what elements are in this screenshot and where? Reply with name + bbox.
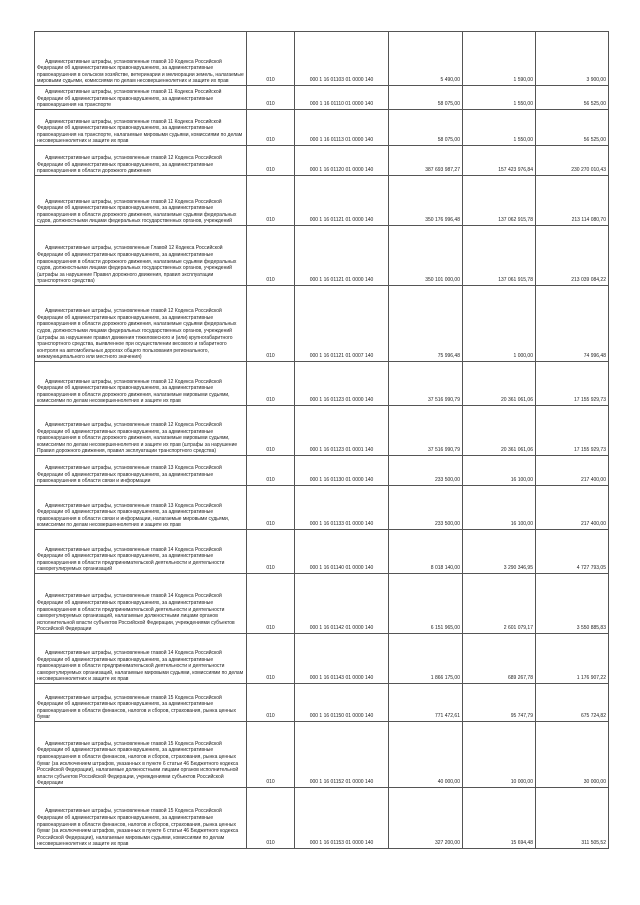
row-name-cell: Административные штрафы, установленные главой 12 Кодекса Российской Федерации об административных правонарушениях, за административные правонарушения в области дорожного движения, налагаемые мировыми судьями, комиссиями по делам несовершеннолетних и защите их прав: [35, 362, 247, 406]
row-kbk-cell: 000 1 16 01120 01 0000 140: [295, 146, 389, 176]
row-name-cell: Административные штрафы, установленные главой 12 Кодекса Российской Федерации об административных правонарушениях, за административные правонарушения в области дорожного движения: [35, 146, 247, 176]
row-kbk-cell: 000 1 16 01110 01 0000 140: [295, 86, 389, 110]
row-code-cell: 010: [247, 226, 295, 286]
row-unexecuted-cell: 230 270 010,43: [536, 146, 609, 176]
row-executed-cell: 3 290 346,95: [463, 530, 536, 574]
row-name-cell: Административные штрафы, установленные главой 11 Кодекса Российской Федерации об административных правонарушениях, за административные правонарушения на транспорте: [35, 86, 247, 110]
row-code-cell: 010: [247, 110, 295, 146]
row-code-cell: 010: [247, 634, 295, 684]
row-name-cell: Административные штрафы, установленные Главой 12 Кодекса Российской Федерации об административных правонарушениях, за административные правонарушения в области дорожного движения, налагаемые судьями федеральных судов, должностными лицами федеральных государственных органов, учреждений (штрафы за нарушение Правил дорожного движения, правил эксплуатации транспортного средства): [35, 226, 247, 286]
row-approved-cell: 40 000,00: [389, 722, 463, 788]
row-code-cell: 010: [247, 406, 295, 456]
row-kbk-cell: 000 1 16 01113 01 0000 140: [295, 110, 389, 146]
row-executed-cell: 95 747,79: [463, 684, 536, 722]
row-kbk-cell: 000 1 16 01150 01 0000 140: [295, 684, 389, 722]
row-code-cell: 010: [247, 530, 295, 574]
table-row: [35, 32, 609, 86]
row-unexecuted-cell: 1 176 907,22: [536, 634, 609, 684]
row-code-cell: 010: [247, 362, 295, 406]
row-kbk-cell: 000 1 16 01133 01 0000 140: [295, 486, 389, 530]
row-code-cell: 010: [247, 788, 295, 849]
row-kbk-cell: 000 1 16 01121 01 0000 140: [295, 176, 389, 226]
row-approved-cell: 58 075,00: [389, 110, 463, 146]
row-executed-cell: 2 601 079,17: [463, 574, 536, 634]
row-code-cell: 010: [247, 722, 295, 788]
row-name-cell: Административные штрафы, установленные главой 15 Кодекса Российской Федерации об административных правонарушениях, за административные правонарушения в области финансов, налогов и сборов, страхования, рынка ценных бумаг (за исключением штрафов, указанных в пункте 6 статьи 46 Бюджетного кодекса Российской Федерации), налагаемые мировыми судьями, комиссиями по делам несовершеннолетних и защите их прав: [35, 788, 247, 849]
row-kbk-cell: 000 1 16 01121 01 0007 140: [295, 286, 389, 362]
row-unexecuted-cell: 311 505,52: [536, 788, 609, 849]
row-approved-cell: 350 101 000,00: [389, 226, 463, 286]
row-executed-cell: 16 100,00: [463, 486, 536, 530]
row-kbk-cell: 000 1 16 01121 01 0000 140: [295, 226, 389, 286]
row-name-cell: Административные штрафы, установленные главой 13 Кодекса Российской Федерации об административных правонарушениях, за административные правонарушения в области связи и информации, налагаемые мировыми судьями, комиссиями по делам несовершеннолетних и защите их прав: [35, 486, 247, 530]
row-approved-cell: 75 996,48: [389, 286, 463, 362]
row-name-cell: Административные штрафы, установленные главой 15 Кодекса Российской Федерации об административных правонарушениях, за административные правонарушения в области финансов, налогов и сборов, страхования, рынка ценных бумаг: [35, 684, 247, 722]
row-unexecuted-cell: 74 996,48: [536, 286, 609, 362]
row-unexecuted-cell: 217 400,00: [536, 486, 609, 530]
row-name-cell: Административные штрафы, установленные главой 12 Кодекса Российской Федерации об административных правонарушениях, за административные правонарушения в области дорожного движения, налагаемые судьями федеральных судов, должностными лицами федеральных государственных органов, учреждений (штрафы за нарушение правил движения тяжеловесного и (или) крупногабаритного транспортного средства, выявленное при осуществлении весового и габаритного контроля на автомобильных дорогах общего пользования регионального, межмуниципального или местного значения): [35, 286, 247, 362]
table-row: [35, 530, 609, 574]
row-approved-cell: 233 500,00: [389, 486, 463, 530]
row-executed-cell: 1 550,00: [463, 110, 536, 146]
row-name-cell: Административные штрафы, установленные главой 11 Кодекса Российской Федерации об административных правонарушениях, за административные правонарушения на транспорте, налагаемые мировыми судьями, комиссиями по делам несовершеннолетних и защите их прав: [35, 110, 247, 146]
row-executed-cell: 20 361 061,06: [463, 406, 536, 456]
row-name-cell: Административные штрафы, установленные главой 10 Кодекса Российской Федерации об административных правонарушениях, за административные правонарушения в сельском хозяйстве, ветеринарии и мелиорации земель, налагаемые мировыми судьями, комиссиями по делам несовершеннолетних и защите их прав: [35, 32, 247, 86]
budget-table-page: [34, 31, 608, 849]
row-kbk-cell: 000 1 16 01130 01 0000 140: [295, 456, 389, 486]
revenue-table: [34, 31, 609, 849]
row-executed-cell: 1 550,00: [463, 86, 536, 110]
row-executed-cell: 157 423 976,84: [463, 146, 536, 176]
row-kbk-cell: 000 1 16 01123 01 0001 140: [295, 406, 389, 456]
row-name-cell: Административные штрафы, установленные главой 12 Кодекса Российской Федерации об административных правонарушениях, за административные правонарушения в области дорожного движения, налагаемые мировыми судьями, комиссиями по делам несовершеннолетних и защите их прав (штрафы за нарушение Правил дорожного движения, правил эксплуатации транспортного средства): [35, 406, 247, 456]
row-kbk-cell: 000 1 16 01123 01 0000 140: [295, 362, 389, 406]
table-row: [35, 486, 609, 530]
table-row: [35, 574, 609, 634]
row-executed-cell: 137 061 915,78: [463, 226, 536, 286]
row-code-cell: 010: [247, 486, 295, 530]
row-code-cell: 010: [247, 456, 295, 486]
revenue-table-body: [35, 32, 609, 849]
row-approved-cell: 771 472,61: [389, 684, 463, 722]
row-code-cell: 010: [247, 176, 295, 226]
row-approved-cell: 58 075,00: [389, 86, 463, 110]
row-unexecuted-cell: 56 525,00: [536, 110, 609, 146]
table-row: [35, 146, 609, 176]
row-name-cell: Административные штрафы, установленные главой 13 Кодекса Российской Федерации об административных правонарушениях, за административные правонарушения в области связи и информации: [35, 456, 247, 486]
row-code-cell: 010: [247, 86, 295, 110]
row-approved-cell: 8 018 140,00: [389, 530, 463, 574]
table-row: [35, 362, 609, 406]
row-approved-cell: 233 500,00: [389, 456, 463, 486]
row-approved-cell: 1 866 175,00: [389, 634, 463, 684]
row-unexecuted-cell: 213 114 080,70: [536, 176, 609, 226]
row-unexecuted-cell: 30 000,00: [536, 722, 609, 788]
row-executed-cell: 20 361 061,06: [463, 362, 536, 406]
row-approved-cell: 37 516 990,79: [389, 406, 463, 456]
row-unexecuted-cell: 213 039 084,22: [536, 226, 609, 286]
row-approved-cell: 5 490,00: [389, 32, 463, 86]
row-kbk-cell: 000 1 16 01140 01 0000 140: [295, 530, 389, 574]
row-approved-cell: 6 151 965,00: [389, 574, 463, 634]
row-unexecuted-cell: 3 550 885,83: [536, 574, 609, 634]
row-code-cell: 010: [247, 32, 295, 86]
row-executed-cell: 16 100,00: [463, 456, 536, 486]
row-approved-cell: 387 693 987,27: [389, 146, 463, 176]
row-unexecuted-cell: 217 400,00: [536, 456, 609, 486]
row-unexecuted-cell: 675 724,82: [536, 684, 609, 722]
table-row: [35, 110, 609, 146]
row-name-cell: Административные штрафы, установленные главой 12 Кодекса Российской Федерации об административных правонарушениях, за административные правонарушения в области дорожного движения, налагаемые судьями федеральных судов, должностными лицами федеральных государственных органов, учреждений: [35, 176, 247, 226]
row-executed-cell: 10 000,00: [463, 722, 536, 788]
row-kbk-cell: 000 1 16 01152 01 0000 140: [295, 722, 389, 788]
table-row: [35, 286, 609, 362]
row-executed-cell: 137 062 915,78: [463, 176, 536, 226]
row-kbk-cell: 000 1 16 01153 01 0000 140: [295, 788, 389, 849]
row-approved-cell: 37 516 990,79: [389, 362, 463, 406]
row-executed-cell: 1 000,00: [463, 286, 536, 362]
table-row: [35, 176, 609, 226]
table-row: [35, 226, 609, 286]
table-row: [35, 86, 609, 110]
row-code-cell: 010: [247, 146, 295, 176]
row-executed-cell: 689 267,78: [463, 634, 536, 684]
row-unexecuted-cell: 17 155 929,73: [536, 362, 609, 406]
table-row: [35, 406, 609, 456]
row-approved-cell: 350 176 996,48: [389, 176, 463, 226]
row-kbk-cell: 000 1 16 01143 01 0000 140: [295, 634, 389, 684]
table-row: [35, 684, 609, 722]
row-executed-cell: 1 590,00: [463, 32, 536, 86]
table-row: [35, 634, 609, 684]
row-unexecuted-cell: 4 727 793,05: [536, 530, 609, 574]
row-kbk-cell: 000 1 16 01103 01 0000 140: [295, 32, 389, 86]
row-code-cell: 010: [247, 574, 295, 634]
row-name-cell: Административные штрафы, установленные главой 14 Кодекса Российской Федерации об административных правонарушениях, за административные правонарушения в области предпринимательской деятельности и деятельности саморегулируемых организаций: [35, 530, 247, 574]
row-code-cell: 010: [247, 684, 295, 722]
table-row: [35, 722, 609, 788]
row-name-cell: Административные штрафы, установленные главой 14 Кодекса Российской Федерации об административных правонарушениях, за административные правонарушения в области предпринимательской деятельности и деятельности саморегулируемых организаций, налагаемые должностными лицами органов исполнительной власти субъектов Российской Федерации, учреждениями субъектов Российской Федерации: [35, 574, 247, 634]
row-unexecuted-cell: 17 155 929,73: [536, 406, 609, 456]
row-kbk-cell: 000 1 16 01142 01 0000 140: [295, 574, 389, 634]
row-approved-cell: 327 200,00: [389, 788, 463, 849]
row-unexecuted-cell: 3 900,00: [536, 32, 609, 86]
row-name-cell: Административные штрафы, установленные главой 15 Кодекса Российской Федерации об административных правонарушениях, за административные правонарушения в области финансов, налогов и сборов, страхования, рынка ценных бумаг (за исключением штрафов, указанных в пункте 6 статьи 46 Бюджетного кодекса Российской Федерации), налагаемые должностными лицами органов исполнительной власти субъектов Российской Федерации, учреждениями субъектов Российской Федерации: [35, 722, 247, 788]
row-executed-cell: 15 694,48: [463, 788, 536, 849]
table-row: [35, 788, 609, 849]
row-unexecuted-cell: 56 525,00: [536, 86, 609, 110]
row-name-cell: Административные штрафы, установленные главой 14 Кодекса Российской Федерации об административных правонарушениях, за административные правонарушения в области предпринимательской деятельности и деятельности саморегулируемых организаций, налагаемые мировыми судьями, комиссиями по делам несовершеннолетних и защите их прав: [35, 634, 247, 684]
table-row: [35, 456, 609, 486]
row-code-cell: 010: [247, 286, 295, 362]
